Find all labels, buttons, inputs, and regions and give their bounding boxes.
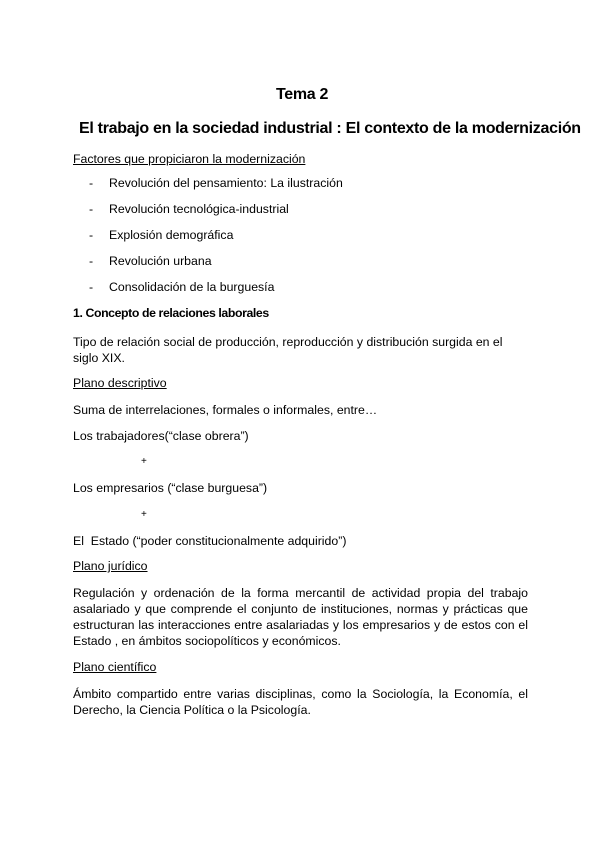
- plano-descriptivo-lead: Suma de interrelaciones, formales o informales, entre…: [73, 403, 378, 417]
- page-subtitle: El trabajo en la sociedad industrial : El contexto de la modernización: [79, 120, 581, 137]
- bullet-dash: -: [89, 228, 94, 242]
- bullet-dash: -: [89, 202, 94, 216]
- plus-sign: +: [141, 509, 147, 520]
- actor-estado: El Estado (“poder constitucionalmente adquirido”): [73, 534, 347, 548]
- plano-cientifico-body: Ámbito compartido entre varias disciplinas, como la Sociología, la Economía, el Derecho, la Ciencia Política o la Psicología.: [73, 687, 528, 717]
- plano-cientifico-heading: Plano científico: [73, 660, 157, 674]
- plano-descriptivo-heading: Plano descriptivo: [73, 376, 167, 390]
- bullet-dash: -: [89, 176, 94, 190]
- list-item: Revolución del pensamiento: La ilustración: [109, 176, 343, 190]
- list-item: Revolución tecnológica-industrial: [109, 202, 289, 216]
- actor-trabajadores: Los trabajadores(“clase obrera”): [73, 429, 249, 443]
- section1-intro: Tipo de relación social de producción, reproducción y distribución surgida en el siglo XIX.: [73, 335, 503, 365]
- list-item: Consolidación de la burguesía: [109, 280, 275, 294]
- plano-juridico-heading: Plano jurídico: [73, 559, 148, 573]
- page-title: Tema 2: [276, 86, 329, 103]
- list-item: Revolución urbana: [109, 254, 212, 268]
- list-item: Explosión demográfica: [109, 228, 234, 242]
- plano-juridico-body: Regulación y ordenación de la forma mercantil de actividad propia del trabajo asalariado y que comprende el conjunto de instituciones, normas y prácticas que estructuran las interacciones entre asalariadas y los empresarios y de estos con el Estado , en ámbitos sociopolíticos y económicos.: [73, 586, 528, 648]
- factores-heading: Factores que propiciaron la modernización: [73, 152, 306, 166]
- actor-empresarios: Los empresarios (“clase burguesa”): [73, 481, 268, 495]
- plus-sign: +: [141, 456, 147, 467]
- section1-heading: 1. Concepto de relaciones laborales: [73, 306, 269, 320]
- bullet-dash: -: [89, 280, 94, 294]
- bullet-dash: -: [89, 254, 94, 268]
